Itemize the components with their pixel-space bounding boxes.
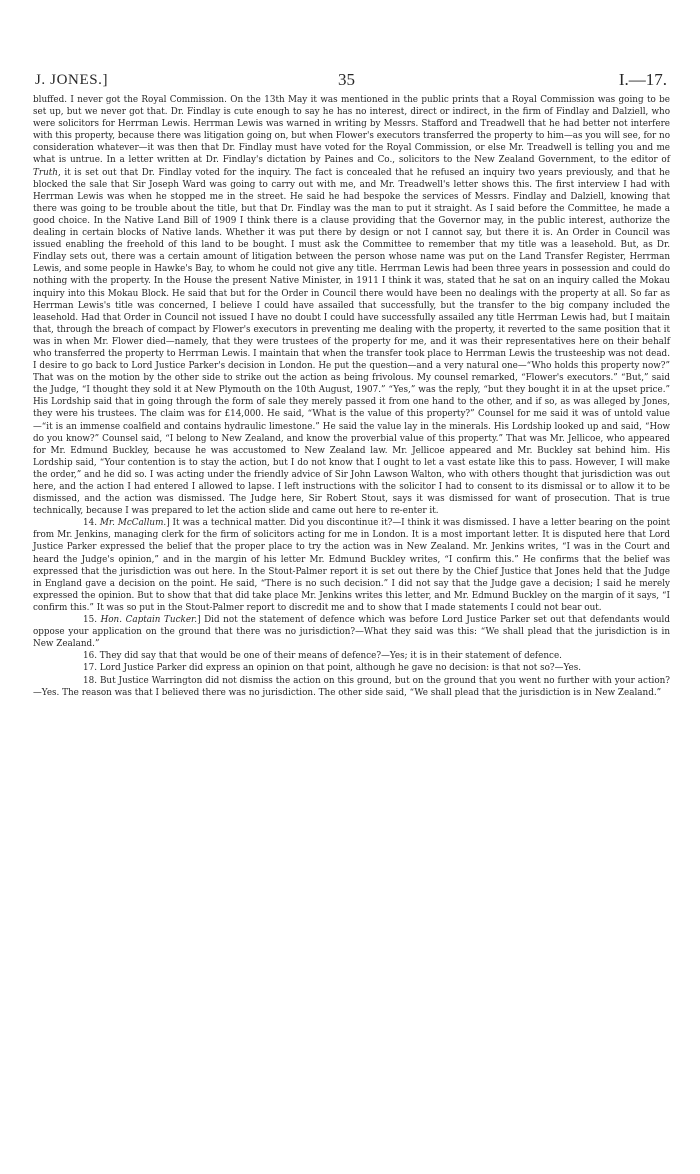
paragraph-text: , it is set out that Dr. Findlay voted for the inquiry. The fact is concealed that he refused an inquiry two years previously, and that he blocked the sale that Sir Joseph Ward was going to carry out with me, and Mr. Treadwell's letter shows this. The first interview I had with Herrman Lewis was when he stopped me in the street. He said he had bespoke the services of Messrs. Findlay and Dalziell, knowing that there was going to be trouble about the title, but that Dr. Findlay was the man to put it straight. As I said before the Committee, he made a good choice. In the Native Land Bill of 1909 I think there is a clause providing that the Governor may, in the public interest, authorize the dealing in certain blocks of Native lands. Whether it was put there by design or not I cannot say, but there it is. An Order in Council was issued enabling the freehold of this land to be bought. I must ask the Committee to remember that my title was a leasehold. But, as Dr. Findlay sets out, there was a certain amount of litigation between the person whose name was put on the Land Transfer Register, Herrman Lewis, and some people in Hawke's Bay, to whom he could not give any title. Herrman Lewis had been three years in possession and could do nothing with the property. In the House the present Native Minister, in 1911 I think it was, stated that he sat on an inquiry called the Mokau inquiry into this Mokau Block. He said that but for the Order in Council there would have been no dealings with the property at all. So far as Herrman Lewis's title was concerned, I believe I could have assailed that successfully, but the transfer to the big company included the leasehold. Had that Order in Council not issued I have no doubt I could have successfully assailed any title Herrman Lewis had, but I maitain that, through the breach of compact by Flower's executors in preventing me dealing with the property, it reverted to the same position that it was in when Mr. Flower died—namely, that they were trustees of the property for me, and it was their representatives here on their behalf who transferred the property to Herrman Lewis. I maintain that when the transfer took place to Herrman Lewis the trusteeship was not dead. I desire to go back to Lord Justice Parker's decision in London. He put the question—and a very natural one—“Who holds this property now?” That was on the motion by the other side to strike out the action as being frivolous. My counsel remarked, “Flower's executors.” “But,” said the Judge, “I thought they sold it at New Plymouth on the 10th August, 1907.” “Yes,” was the reply, “but they bought it in at the upset price.” His Lordship said that in going through the form of sale they merely passed it from one hand to the other, and if so, as was alleged by Jones, they were his trustees. The claim was for £14,000. He said, “What is the value of this property?” Counsel for me said it was of untold value—“it is an immense coalfield and contains hydraulic limestone.” He said the value lay in the minerals. His Lordship looked up and said, “How do you know?” Counsel said, “I belong to New Zealand, and know the proverbial value of this property.” That was Mr. Jellicoe, who appeared for Mr. Edmund Buckley, because he was accustomed to New Zealand law. Mr. Jellicoe appeared and Mr. Buckley sat behind him. His Lordship said, “Your contention is to stay the action, but I do not know that I ought to let a vast estate like this to pass. However, I will make the order,” and he did so. I was acting under the friendly advice of Sir John Lawson Walton, who with others thought that jurisdiction was out here, and the action I had entered I allowed to lapse. I left instructions with the solicitor I had to consent to its dismissal or to allow it to be dismissed, and the action was dismissed. The Judge here, Sir Robert Stout, says it was dismissed for want of prosecution. That is true technically, because I was prepared to let the action slide and came out here to re-enter it. (33, 167, 670, 517)
paragraph-text: bluffed. I never got the Royal Commission. On the 13th May it was mentioned in the public prints that a Royal Commission was going to be set up, but we never got that. Dr. Findlay is cute enough to say he has no interest, direct or indirect, in the firm of Findlay and Dalziell, who were solicitors for Herrman Lewis. Herrman Lewis was warned in writing by Messrs. Stafford and Treadwell that he had better not interfere with this property, because there was litigation going on, but when Flower's executors transferred the property to him—as you will see, for no consideration whatever—it was then that Dr. Findlay must have voted for the Royal Commission, or else Mr. Treadwell is telling you and me what is untrue. In a letter written at Dr. Findlay's dictation by Paines and Co., solicitors to the New Zealand Government, to the editor of (33, 95, 670, 166)
paragraph-14 (33, 517, 670, 614)
paragraph-1 (33, 94, 670, 517)
newspaper-title: Truth (33, 167, 58, 178)
speaker-name: Mr. McCallum. (99, 518, 167, 529)
header-witness: J. JONES.] (35, 72, 109, 88)
question-number: 14. (83, 518, 100, 529)
document-body (33, 94, 670, 699)
paper-reference: I.—17. (618, 70, 667, 89)
paragraph-18: 18. But Justice Warrington did not dismiss the action on this ground, but on the ground that you went no further with your action?—Yes. The reason was that I believed there was no jurisdiction. The other side said, “We shall plead that the jurisdiction is in New Zealand.” (33, 675, 670, 698)
question-number: 15. (83, 615, 101, 626)
speaker-name: Hon. Captain Tucker. (100, 615, 198, 626)
running-header (33, 72, 670, 94)
paragraph-text: ] Did not the statement of defence which was before Lord Justice Parker set out that defendants would oppose your application on the ground that there was no jurisdiction?—What they said was this: “We shall plead that the jurisdiction is in New Zealand.” (33, 615, 670, 650)
page-number: 35 (338, 70, 355, 89)
paragraph-17: 17. Lord Justice Parker did express an opinion on that point, although he gave no decision: is that not so?—Yes. (83, 663, 582, 674)
paragraph-15 (33, 614, 670, 650)
paragraph-text: ] It was a technical matter. Did you discontinue it?—I think it was dismissed. I have a letter bearing on the point from Mr. Jenkins, managing clerk for the firm of solicitors acting for me in London. It is a most important letter. It is disputed here that Lord Justice Parker expressed the belief that the proper place to try the action was in New Zealand. Mr. Jenkins writes, “I was in the Court and heard the Judge's opinion,” and in the margin of his letter Mr. Edmund Buckley writes, “I confirm this.” He confirms that the belief was expressed that the jurisdiction was out here. In the Stout-Palmer report it is set out there by the Chief Justice that Jones held that the Judge in England gave a decision on the point. He said, “There is no such decision.” I did not say that the Judge gave a decision; I said he merely expressed the opinion. But to show that that did take place Mr. Jenkins writes this letter, and Mr. Edmund Buckley on the margin of it says, “I confirm this.” It was so put in the Stout-Palmer report to discredit me and to show that I made statements I could not bear out. (33, 518, 670, 613)
paragraph-16: 16. They did say that that would be one of their means of defence?—Yes; it is in their statement of defence. (83, 651, 562, 662)
